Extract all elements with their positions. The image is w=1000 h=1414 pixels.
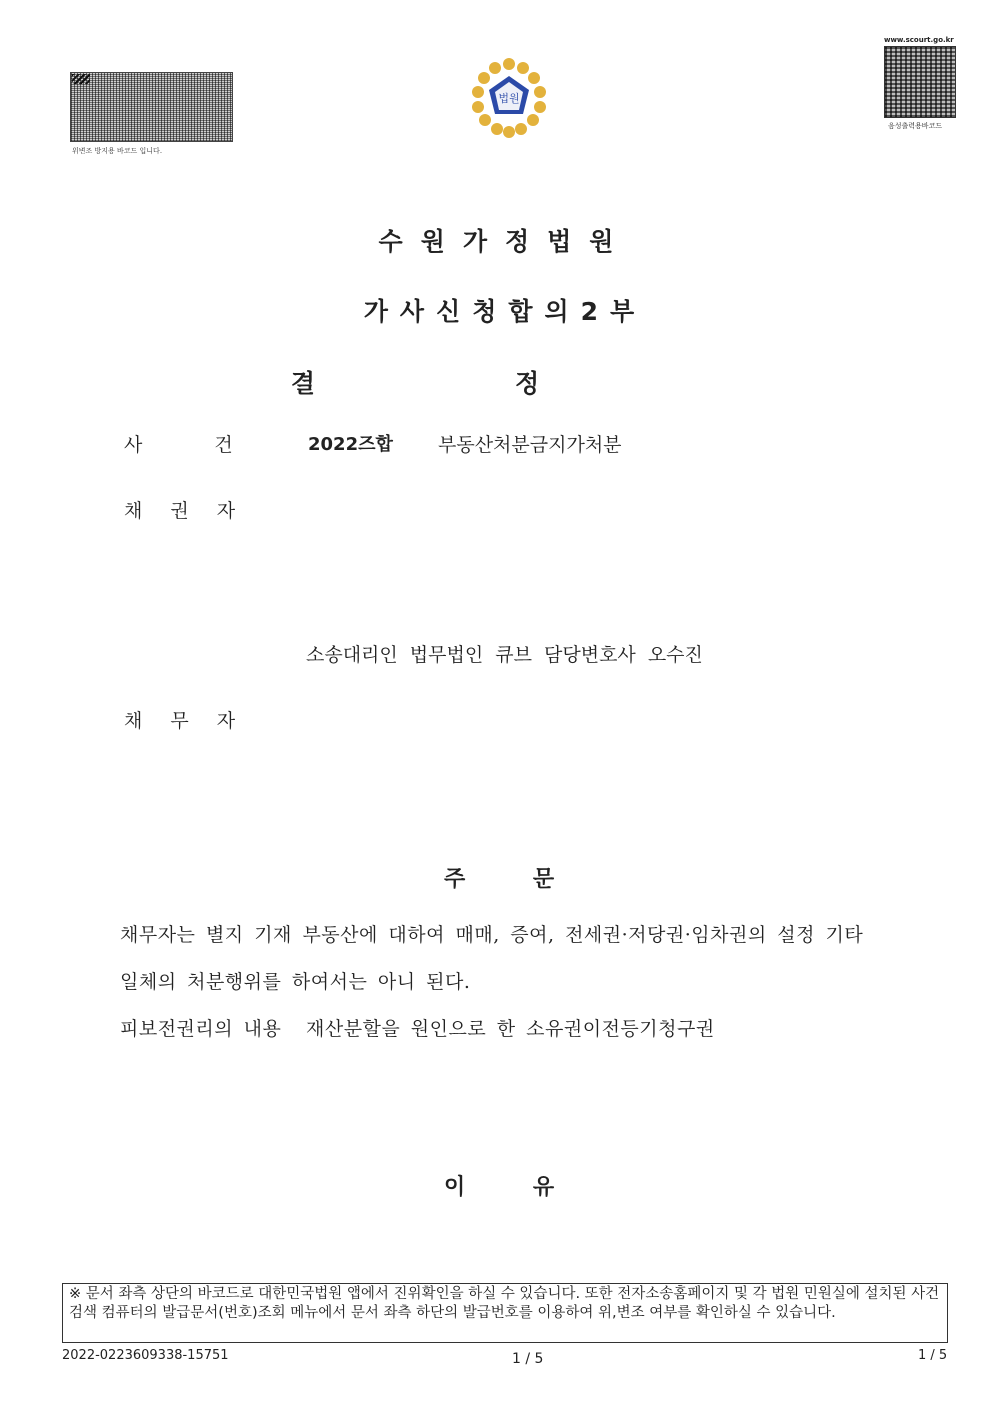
verification-notice: ※ 문서 좌측 상단의 바코드로 대한민국법원 앱에서 진위확인을 하실 수 있습니다. 또한 전자소송홈페이지 및 각 법원 민원실에 설치된 사건검색 컴퓨터의 발급문서(번호)조회 메뉴에서 문서 좌측 하단의 발급번호를 이용하여 위,변조 여부를 확인하실 수 있습니다. <box>62 1283 948 1343</box>
protected-right-value: 재산분할을 원인으로 한 소유권이전등기청구권 <box>306 1018 715 1040</box>
voice-output-qr-code <box>884 46 956 118</box>
order-heading: 주 문 <box>444 867 555 892</box>
qr-caption: 음성출력용바코드 <box>888 122 943 130</box>
barcode-caption: 위변조 방지용 바코드 입니다. <box>72 147 163 155</box>
creditor-label: 채권자 <box>124 500 264 522</box>
court-name: 수원가정법원 <box>378 227 632 256</box>
order-line-1: 채무자는 별지 기재 부동산에 대하여 매매, 증여, 전세권·저당권·임차권의 설정 기타 <box>120 924 864 946</box>
qr-url: www.scourt.go.kr <box>884 36 954 44</box>
emblem-label: 법원 <box>498 92 520 105</box>
page-number-center: 1 / 5 <box>512 1351 544 1367</box>
page-number-right: 1 / 5 <box>918 1348 948 1363</box>
authentication-barcode <box>70 72 233 142</box>
debtor-label: 채무자 <box>124 710 264 732</box>
order-line-2: 일체의 처분행위를 하여서는 아니 된다. <box>120 971 471 993</box>
barcode-corner-mark <box>72 74 90 84</box>
creditor-attorney: 소송대리인 법무법인 큐브 담당변호사 오수진 <box>306 644 703 666</box>
document-type: 결정 <box>290 369 740 398</box>
division-name: 가사신청합의2부 <box>363 297 647 326</box>
case-label: 사건 <box>124 434 305 456</box>
reason-heading: 이 유 <box>444 1175 555 1200</box>
case-title: 부동산처분금지가처분 <box>438 434 622 456</box>
case-number: 2022즈합 <box>308 434 393 455</box>
court-emblem-icon <box>463 52 555 144</box>
issue-number: 2022-0223609338-15751 <box>62 1348 229 1363</box>
protected-right-label: 피보전권리의 내용 <box>120 1018 282 1040</box>
